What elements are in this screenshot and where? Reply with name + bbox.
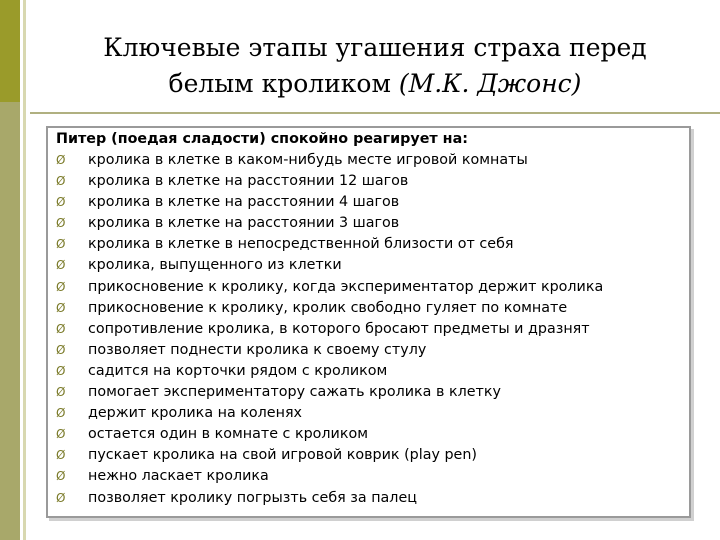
stage-item: [56, 403, 689, 424]
arrow-bullet-icon: Ø: [56, 469, 66, 484]
stage-text: кролика в клетке на расстоянии 4 шагов: [88, 194, 400, 211]
stage-text: кролика в клетке на расстоянии 12 шагов: [88, 173, 409, 190]
stage-text: кролика в клетке в каком-нибудь месте игровой комнаты: [88, 152, 528, 168]
stage-text: помогает экспериментатору сажать кролика в клетку: [88, 384, 501, 401]
stage-item: [56, 382, 689, 403]
stages-list: [56, 150, 689, 509]
stage-text: остается один в комнате с кроликом: [88, 426, 369, 443]
arrow-bullet-icon: Ø: [56, 321, 66, 336]
stage-text: прикосновение к кролику, когда экспериментатор держит кролика: [88, 278, 604, 295]
arrow-bullet-icon: Ø: [56, 279, 66, 294]
stage-item: [56, 234, 689, 255]
stage-item: [56, 213, 689, 234]
arrow-bullet-icon: Ø: [56, 300, 66, 315]
stage-text: прикосновение к кролику, кролик свободно гуляет по комнате: [88, 299, 568, 316]
arrow-bullet-icon: Ø: [56, 427, 66, 442]
decorative-side-bar-top: [0, 0, 20, 102]
arrow-bullet-icon: Ø: [56, 342, 66, 357]
slide-title: [40, 30, 710, 102]
decorative-side-bar-bottom: [0, 102, 20, 540]
arrow-bullet-icon: Ø: [56, 153, 66, 167]
arrow-bullet-icon: Ø: [56, 490, 66, 505]
slide-title-line1: Ключевые этапы угашения страха перед: [103, 33, 647, 62]
stage-item: [56, 150, 689, 171]
arrow-bullet-icon: Ø: [56, 448, 66, 463]
slide-title-line2: [40, 66, 710, 102]
title-divider: [30, 112, 720, 114]
arrow-bullet-icon: Ø: [56, 363, 66, 378]
arrow-bullet-icon: Ø: [56, 258, 66, 273]
stage-item: [56, 255, 689, 276]
stage-item: [56, 488, 689, 509]
arrow-bullet-icon: Ø: [56, 385, 66, 400]
stage-text: кролика в клетке в непосредственной близости от себя: [88, 236, 514, 253]
stage-item: [56, 424, 689, 445]
stage-item: [56, 361, 689, 382]
stage-text: пускает кролика на свой игровой коврик (play pen): [88, 447, 477, 464]
arrow-bullet-icon: Ø: [56, 216, 66, 231]
stage-text: сопротивление кролика, в которого бросают предметы и дразнят: [88, 320, 590, 337]
content-box: [46, 126, 691, 518]
arrow-bullet-icon: Ø: [56, 237, 66, 252]
stage-text: кролика, выпущенного из клетки: [88, 257, 342, 274]
stage-text: держит кролика на коленях: [88, 405, 303, 422]
stage-text: позволяет поднести кролика к своему стулу: [88, 341, 427, 358]
decorative-side-stripe: [23, 0, 26, 540]
stage-item: [56, 319, 689, 340]
arrow-bullet-icon: Ø: [56, 174, 66, 189]
stage-text: садится на корточки рядом с кроликом: [88, 362, 388, 379]
stage-item: [56, 466, 689, 487]
stage-item: [56, 277, 689, 298]
arrow-bullet-icon: Ø: [56, 406, 66, 421]
intro-text: Питер (поедая сладости) спокойно реагирует на:: [56, 131, 468, 147]
stage-text: нежно ласкает кролика: [88, 468, 269, 485]
stage-item: [56, 298, 689, 319]
stage-item: [56, 340, 689, 361]
stage-text: позволяет кролику погрызть себя за палец: [88, 489, 417, 506]
slide-title-author: (М.К. Джонс): [398, 69, 582, 98]
stage-item: [56, 445, 689, 466]
slide-title-subject: белым кроликом: [168, 69, 391, 98]
stage-item: [56, 171, 689, 192]
stage-item: [56, 192, 689, 213]
stage-text: кролика в клетке на расстоянии 3 шагов: [88, 215, 400, 232]
arrow-bullet-icon: Ø: [56, 195, 66, 210]
